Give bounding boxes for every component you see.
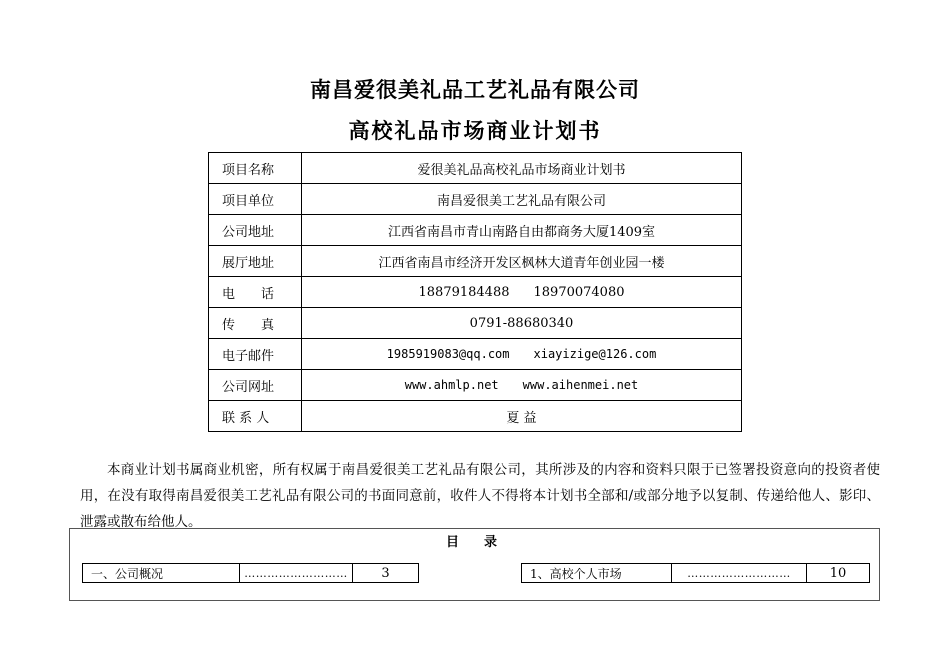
- toc-entry[interactable]: [82, 563, 419, 583]
- contact-value: 夏 益: [302, 401, 742, 432]
- toc-entry-page: 10: [829, 565, 847, 581]
- fax-value: 0791-88680340: [302, 308, 742, 339]
- project-unit-value: 南昌爱很美工艺礼品有限公司: [302, 184, 742, 215]
- table-row: [209, 277, 742, 308]
- table-row: [209, 184, 742, 215]
- table-row: [209, 215, 742, 246]
- phone-number-1: 18879184488: [418, 284, 510, 300]
- email-value: [302, 339, 742, 370]
- website-link-1[interactable]: www.ahmlp.net: [404, 378, 499, 392]
- toc-entry-leader: ………………………: [672, 564, 807, 582]
- toc-heading: 目 录: [445, 535, 503, 550]
- field-label: 项目单位: [209, 184, 302, 215]
- email-link-1[interactable]: 1985919083@qq.com: [386, 347, 510, 361]
- phone-number-2: 18970074080: [533, 284, 625, 300]
- toc-entry-label: 一、公司概况: [83, 564, 240, 582]
- toc-entry[interactable]: [521, 563, 870, 583]
- toc-entry-label: 1、高校个人市场: [522, 564, 672, 582]
- field-label: 电 话: [209, 277, 302, 308]
- project-info-table: [208, 152, 742, 432]
- website-value: [302, 370, 742, 401]
- table-row: [209, 153, 742, 184]
- field-label: 展厅地址: [209, 246, 302, 277]
- field-label: 联 系 人: [209, 401, 302, 432]
- showroom-address-value: 江西省南昌市经济开发区枫林大道青年创业园一楼: [302, 246, 742, 277]
- phone-value: [302, 277, 742, 308]
- field-label: 电子邮件: [209, 339, 302, 370]
- toc-entry-leader: ………………………: [240, 564, 353, 582]
- table-of-contents: [69, 528, 880, 601]
- table-row: [209, 370, 742, 401]
- toc-entry-page: 3: [381, 565, 390, 581]
- table-row: [209, 246, 742, 277]
- table-row: [209, 401, 742, 432]
- email-link-2[interactable]: xiayizige@126.com: [533, 347, 657, 361]
- table-row: [209, 308, 742, 339]
- confidentiality-notice: 本商业计划书属商业机密，所有权属于南昌爱很美工艺礼品有限公司，其所涉及的内容和资料只限于已签署投资意向的投资者使用，在没有取得南昌爱很美工艺礼品有限公司的书面同意前，收件人不得将本计划书全部和/或部分地予以复制、传递给他人、影印、泄露或散布给他人。: [80, 462, 880, 530]
- company-address-value: 江西省南昌市青山南路自由都商务大厦1409室: [302, 215, 742, 246]
- field-label: 传 真: [209, 308, 302, 339]
- field-label: 公司网址: [209, 370, 302, 401]
- company-title: 南昌爱很美礼品工艺礼品有限公司: [310, 78, 640, 102]
- field-label: 项目名称: [209, 153, 302, 184]
- project-name-value: 爱很美礼品高校礼品市场商业计划书: [302, 153, 742, 184]
- field-label: 公司地址: [209, 215, 302, 246]
- website-link-2[interactable]: www.aihenmei.net: [522, 378, 639, 392]
- table-row: [209, 339, 742, 370]
- document-title: 高校礼品市场商业计划书: [348, 119, 602, 143]
